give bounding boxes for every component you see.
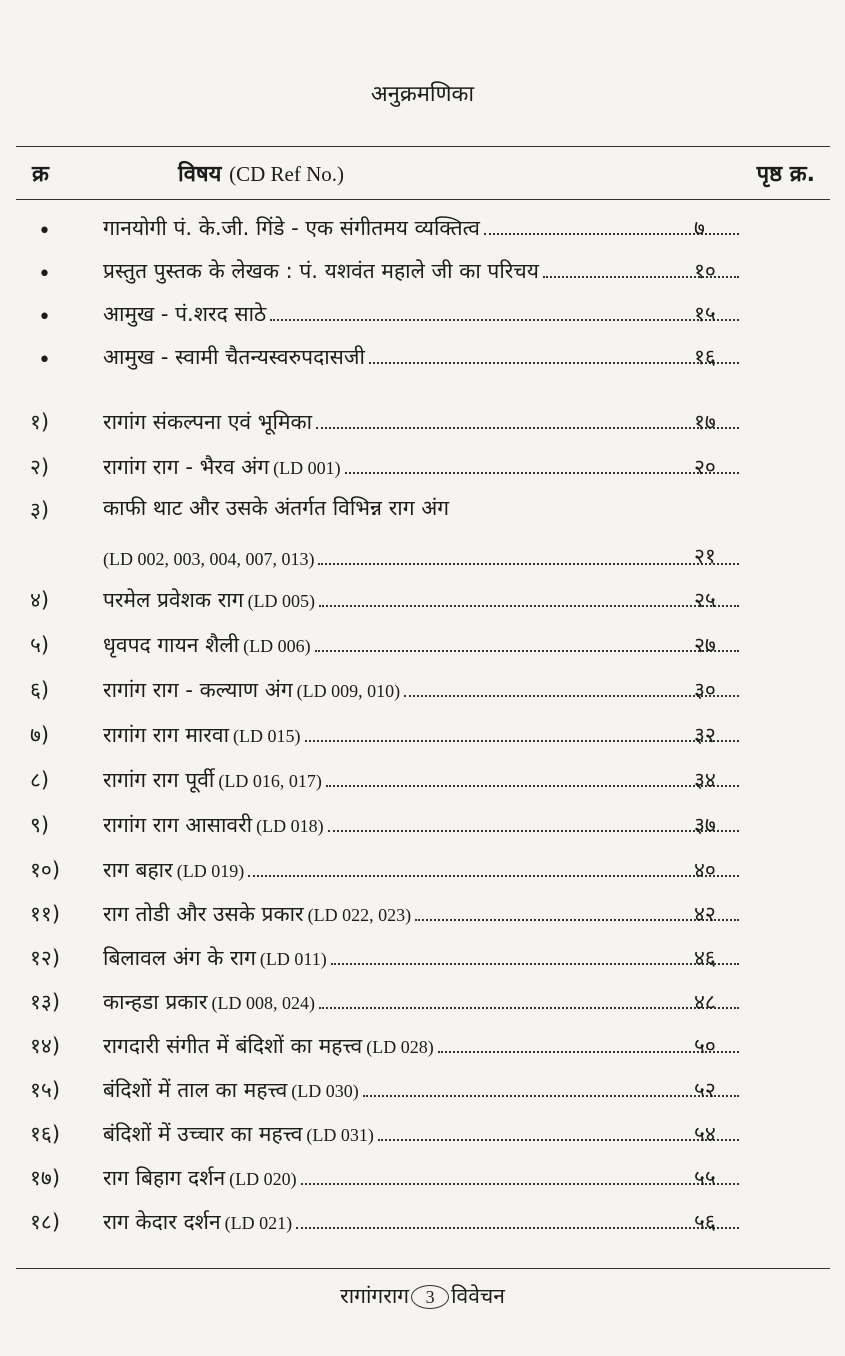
toc-entry [0,1026,845,1066]
entry-number: १२) [30,946,61,970]
entry-page: ४२ [694,902,716,926]
toc-entry [0,982,845,1022]
entry-page: ७ [694,216,705,240]
entry-cd-ref: (LD 008, 024) [211,993,315,1013]
bullet: • [38,305,51,330]
bullet: • [38,262,51,287]
entry-page: १० [694,259,716,283]
entry-title: गानयोगी पं. के.जी. गिंडे - एक संगीतमय व्यक्तित्व [103,216,480,240]
entry-cd-ref: (LD 016, 017) [218,771,322,791]
toc-entry [0,760,845,800]
toc-entry [0,850,845,890]
entry-number: १३) [30,990,61,1014]
entry-page: ५२ [694,1078,716,1102]
entry-cd-ref: (LD 030) [291,1081,359,1101]
footer-right-text: विवेचन [451,1284,505,1308]
entry-title: रागांग संकल्पना एवं भूमिका [103,410,313,434]
entry-number: ७) [30,723,50,747]
header-top-rule [16,146,830,147]
entry-page: ३० [694,678,716,702]
entry-title: काफी थाट और उसके अंतर्गत विभिन्न राग अंग [103,496,450,520]
column-header-subject-label: विषय [178,162,222,187]
entry-title: बंदिशों में ताल का महत्त्व [103,1078,288,1102]
entry-number: १५) [30,1078,61,1102]
toc-entry [0,337,845,377]
toc-entry [0,402,845,442]
header-bottom-rule [16,199,830,200]
entry-title: रागांग राग मारवा [103,723,230,747]
column-header-page: पृष्ठ क्र. [756,162,815,187]
toc-entry [0,208,845,248]
entry-page: ३७ [694,813,716,837]
entry-cd-ref: (LD 015) [233,726,301,746]
bullet: • [38,219,51,244]
entry-title: रागदारी संगीत में बंदिशों का महत्त्व [103,1034,363,1058]
entry-title: कान्हडा प्रकार [103,990,208,1014]
page-footer [0,1282,845,1310]
entry-cd-ref: (LD 001) [273,458,341,478]
entry-page: २५ [694,588,716,612]
entry-cd-ref: (LD 006) [243,636,311,656]
entry-title: बिलावल अंग के राग [103,946,256,970]
entry-number: १८) [30,1210,61,1234]
column-header-number: क्र [32,162,49,187]
footer-left-text: रागांगराग [340,1284,410,1308]
entry-title: राग केदार दर्शन [103,1210,221,1234]
entry-page: ४८ [694,990,716,1014]
entry-number: १४) [30,1034,61,1058]
entry-page: १७ [694,410,716,434]
entry-page: २७ [694,633,716,657]
entry-title: राग तोडी और उसके प्रकार [103,902,304,926]
entry-title: राग बहार [103,858,173,882]
entry-title: राग बिहाग दर्शन [103,1166,226,1190]
entry-page: ४० [694,858,716,882]
entry-cd-ref: (LD 028) [366,1037,434,1057]
toc-entry [0,580,845,620]
entry-cd-ref: (LD 020) [229,1169,297,1189]
entry-title: बंदिशों में उच्चार का महत्त्व [103,1122,303,1146]
toc-entry [0,294,845,334]
entry-number: ३) [30,498,50,522]
toc-entry [0,251,845,291]
entry-title: परमेल प्रवेशक राग [103,588,244,612]
footer-rule [16,1268,830,1269]
entry-number: १) [30,410,50,434]
entry-page: ३४ [694,768,716,792]
entry-title: रागांग राग - कल्याण अंग [103,678,293,702]
column-header-subject-ref: (CD Ref No.) [229,162,344,186]
toc-entry [0,715,845,755]
entry-number: १७) [30,1166,61,1190]
toc-entry [0,1202,845,1242]
entry-number: ११) [30,902,61,926]
toc-entry [0,670,845,710]
entry-page: ४६ [694,946,716,970]
toc-entry [0,447,845,487]
entry-cd-ref: (LD 002, 003, 004, 007, 013) [103,549,315,569]
entry-cd-ref: (LD 022, 023) [307,905,412,925]
entry-number: २) [30,455,50,479]
toc-entry [0,1114,845,1154]
entry-title: आमुख - पं.शरद साठे [103,302,267,326]
column-header-subject [178,158,344,188]
entry-page: १६ [694,345,716,369]
entry-title: रागांग राग - भैरव अंग [103,455,270,479]
entry-cd-ref: (LD 009, 010) [296,681,401,701]
entry-page: २१ [694,544,716,568]
footer-page-number: 3 [411,1285,449,1309]
entry-number: ९) [30,813,50,837]
entry-cd-ref: (LD 005) [247,591,316,611]
entry-title: रागांग राग पूर्वी [103,768,215,792]
entry-cd-ref: (LD 019) [176,861,245,881]
toc-entry [0,492,845,576]
entry-title: रागांग राग आसावरी [103,813,253,837]
toc-entry [0,805,845,845]
toc-entry [0,938,845,978]
entry-page: २० [694,455,716,479]
entry-cd-ref: (LD 031) [306,1125,374,1145]
page-title: अनुक्रमणिका [370,82,475,107]
entry-number: ८) [30,768,50,792]
toc-entry [0,1158,845,1198]
entry-number: ६) [30,678,50,702]
entry-title: प्रस्तुत पुस्तक के लेखक : पं. यशवंत महाले जी का परिचय [103,259,539,283]
entry-number: ५) [30,633,50,657]
entry-page: ५४ [694,1122,716,1146]
entry-title: आमुख - स्वामी चैतन्यस्वरुपदासजी [103,345,365,369]
toc-entry [0,625,845,665]
entry-number: १०) [30,858,61,882]
toc-entry [0,1070,845,1110]
entry-page: ५५ [694,1166,716,1190]
entry-cd-ref: (LD 021) [224,1213,293,1233]
entry-cd-ref: (LD 018) [256,816,324,836]
entry-number: ४) [30,588,50,612]
bullet: • [38,348,51,373]
entry-title: धृवपद गायन शैली [103,633,240,657]
entry-number: १६) [30,1122,61,1146]
entry-cd-ref: (LD 011) [259,949,327,969]
entry-page: १५ [694,302,716,326]
entry-page: ३२ [694,723,716,747]
toc-entry [0,894,845,934]
entry-page: ५६ [694,1210,716,1234]
entry-page: ५० [694,1034,716,1058]
